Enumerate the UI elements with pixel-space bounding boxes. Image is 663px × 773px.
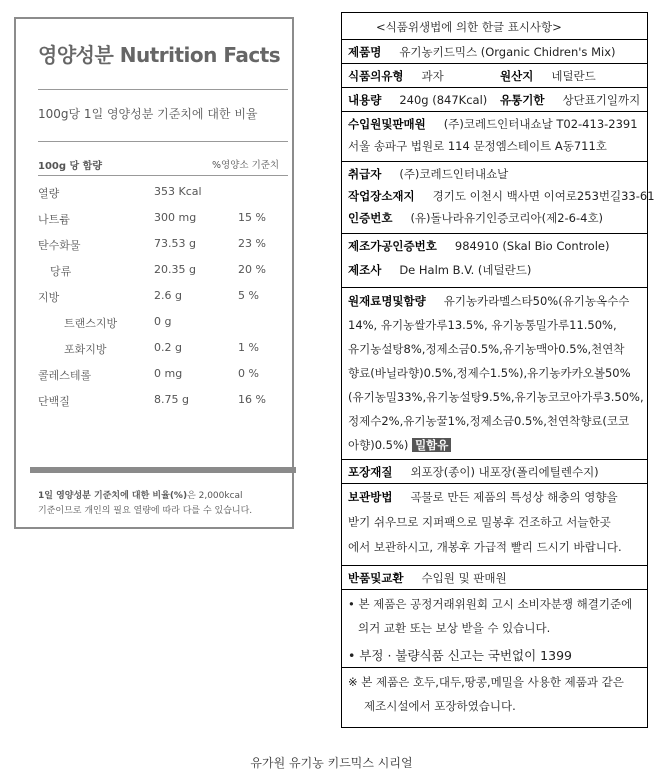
- nutrient-name: 열량: [38, 187, 60, 200]
- importer-value: (주)코레드인터내쇼날 T02-413-2391: [443, 117, 638, 131]
- notice-line: 의거 교환 또는 보상 받을 수 있습니다.: [358, 621, 551, 635]
- footnote-bold: 1일 영양성분 기준치에 대한 비율(%): [38, 491, 188, 501]
- volume-value: 240g (847Kcal): [399, 93, 488, 107]
- nutrient-amount: 300 mg: [154, 211, 197, 224]
- nutrient-row-sugars: [38, 263, 288, 287]
- korean-label-table: [341, 12, 655, 728]
- nutrition-subtitle: 100g당 1일 영양성분 기준치에 대한 비율: [38, 107, 258, 121]
- nutrient-name: 트랜스지방: [64, 317, 118, 330]
- origin-value: 네덜란드: [551, 69, 596, 83]
- section-packaging: [342, 459, 647, 479]
- nutrition-title: 영양성분 Nutrition Facts: [38, 43, 281, 67]
- notice-line: • 본 제품은 공정거래위원회 고시 소비자분쟁 해결기준에: [348, 597, 633, 611]
- nutrient-name: 당류: [50, 265, 72, 278]
- nutrient-row-carbohydrate: [38, 237, 288, 261]
- section-ingredients: [342, 287, 647, 452]
- workplace-value: 경기도 이천시 백사면 이여로253번길33-61: [432, 189, 655, 203]
- nutrient-amount: 73.53 g: [154, 237, 196, 250]
- product-name-value: 유기농키드믹스 (Organic Chidren's Mix): [399, 45, 616, 59]
- nutrient-name: 나트륨: [38, 213, 70, 226]
- ingredients-line: 유기농설탕8%,정제소금0.5%,유기농맥아0.5%,천연착: [348, 342, 625, 356]
- field-label: 내용량: [348, 93, 382, 107]
- nutrition-facts-panel: [14, 17, 294, 529]
- expiry-value: 상단표기일까지: [562, 93, 641, 107]
- nutrient-percent: 16 %: [238, 393, 266, 406]
- field-label: 제조가공인증번호: [348, 239, 437, 253]
- ingredients-line: (유기농밀33%,유기농설탕9.5%,유기농코코아가루3.50%,: [348, 390, 644, 404]
- type-value: 과자: [421, 69, 444, 83]
- handler-value: (주)코레드인터내쇼날: [399, 167, 509, 181]
- nutrient-row-fat: [38, 289, 288, 313]
- footnote-rest: 은 2,000kcal: [187, 491, 243, 501]
- section-handler: [342, 161, 655, 225]
- allergy-line: ※ 본 제품은 호두,대두,땅콩,메밀을 사용한 제품과 같은: [348, 675, 624, 689]
- field-label: 포장재질: [348, 465, 393, 479]
- field-label: 원재료명및함량: [348, 294, 426, 308]
- allergen-badge: 밀함유: [412, 438, 451, 452]
- field-label: 보관방법: [348, 490, 393, 504]
- storage-line: 에서 보관하시고, 개봉후 가급적 빨리 드시기 바랍니다.: [348, 540, 622, 554]
- footnote-line2: 기준이므로 개인의 필요 열량에 따라 다를 수 있습니다.: [38, 506, 253, 516]
- section-allergy-notice: [342, 667, 647, 713]
- nutrient-percent: 20 %: [238, 263, 266, 276]
- nutrient-amount: 2.6 g: [154, 289, 182, 302]
- nutrient-amount: 20.35 g: [154, 263, 196, 276]
- divider: [38, 141, 288, 142]
- nutrient-amount: 8.75 g: [154, 393, 189, 406]
- field-label: 식품의유형: [348, 69, 404, 83]
- field-label: 제품명: [348, 45, 382, 59]
- nutrient-amount: 0.2 g: [154, 341, 182, 354]
- section-product-name: [342, 39, 647, 59]
- amount-header: 100g 당 함량: [38, 161, 102, 172]
- percent-header: %영양소 기준치: [212, 160, 280, 171]
- nutrient-name: 탄수화물: [38, 239, 81, 252]
- foreign-cert-value: 984910 (Skal Bio Controle): [454, 239, 610, 253]
- nutrient-row-calories: [38, 185, 288, 209]
- divider: [38, 175, 288, 176]
- field-label: 수입원및판매원: [348, 117, 426, 131]
- packaging-value: 외포장(종이) 내포장(폴리에틸렌수지): [410, 465, 599, 479]
- field-label: 원산지: [500, 69, 534, 83]
- nutrient-name: 지방: [38, 291, 60, 304]
- nutrient-row-sodium: [38, 211, 288, 235]
- nutrient-percent: 23 %: [238, 237, 266, 250]
- nutrient-amount: 0 mg: [154, 367, 183, 380]
- section-manufacturer: [342, 233, 647, 277]
- nutrient-amount: 0 g: [154, 315, 172, 328]
- nutrient-percent: 5 %: [238, 289, 259, 302]
- nutrient-name: 포화지방: [64, 343, 107, 356]
- nutrient-percent: 1 %: [238, 341, 259, 354]
- nutrient-row-cholesterol: [38, 367, 288, 391]
- exchange-value: 수입원 및 판매원: [421, 571, 507, 585]
- image-caption: 유가원 유기농 키드믹스 시리얼: [250, 756, 413, 770]
- storage-line: 받기 쉬우므로 지퍼팩으로 밀봉후 건조하고 서늘한곳: [348, 515, 611, 529]
- nutrient-name: 콜레스테롤: [38, 369, 92, 382]
- section-exchange: [342, 565, 647, 585]
- ingredients-line: 아향)0.5%): [348, 438, 409, 452]
- section-storage: [342, 483, 647, 554]
- section-notice: [342, 589, 647, 663]
- ingredients-line: 정제수2%,유기농꿀1%,정제소금0.5%,천연착향료(코코: [348, 414, 630, 428]
- section-volume-expiry: [342, 87, 647, 107]
- ingredients-line: 유기농카라멜스타50%(유기농옥수수: [443, 294, 630, 308]
- ingredients-line: 14%, 유기농쌀가루13.5%, 유기농통밀가루11.50%,: [348, 318, 617, 332]
- nutrient-amount: 353 Kcal: [154, 185, 202, 198]
- ingredients-line: 향료(바닐라향)0.5%,정제수1.5%),유기농카카오볼50%: [348, 366, 631, 380]
- nutrient-row-protein: [38, 393, 288, 417]
- label-header: <식품위생법에 의한 한글 표시사항>: [376, 20, 562, 34]
- allergy-line: 제조시설에서 포장하였습니다.: [364, 699, 516, 713]
- nutrient-percent: 0 %: [238, 367, 259, 380]
- importer-address: 서울 송파구 법원로 114 문정엠스테이트 A동711호: [348, 139, 607, 153]
- field-label: 제조사: [348, 263, 382, 277]
- nutrient-row-trans-fat: [38, 315, 288, 339]
- nutrient-row-saturated-fat: [38, 341, 288, 365]
- field-label: 취급자: [348, 167, 382, 181]
- nutrient-percent: 15 %: [238, 211, 266, 224]
- notice-line: • 부정 · 불량식품 신고는 국번없이 1399: [348, 648, 572, 663]
- nutrition-footnote: [38, 489, 290, 519]
- thick-divider: [30, 467, 296, 473]
- field-label: 유통기한: [500, 93, 545, 107]
- section-type-origin: [342, 63, 647, 83]
- nutrient-name: 단백질: [38, 395, 70, 408]
- field-label: 인증번호: [348, 211, 393, 225]
- section-importer: [342, 111, 647, 153]
- divider: [38, 89, 288, 90]
- cert-value: (유)돌나라유기인증코리아(제2-6-4호): [410, 211, 604, 225]
- field-label: 작업장소재지: [348, 189, 415, 203]
- storage-line: 곡물로 만든 제품의 특성상 해충의 영향을: [410, 490, 618, 504]
- field-label: 반품및교환: [348, 571, 404, 585]
- maker-value: De Halm B.V. (네덜란드): [399, 263, 532, 277]
